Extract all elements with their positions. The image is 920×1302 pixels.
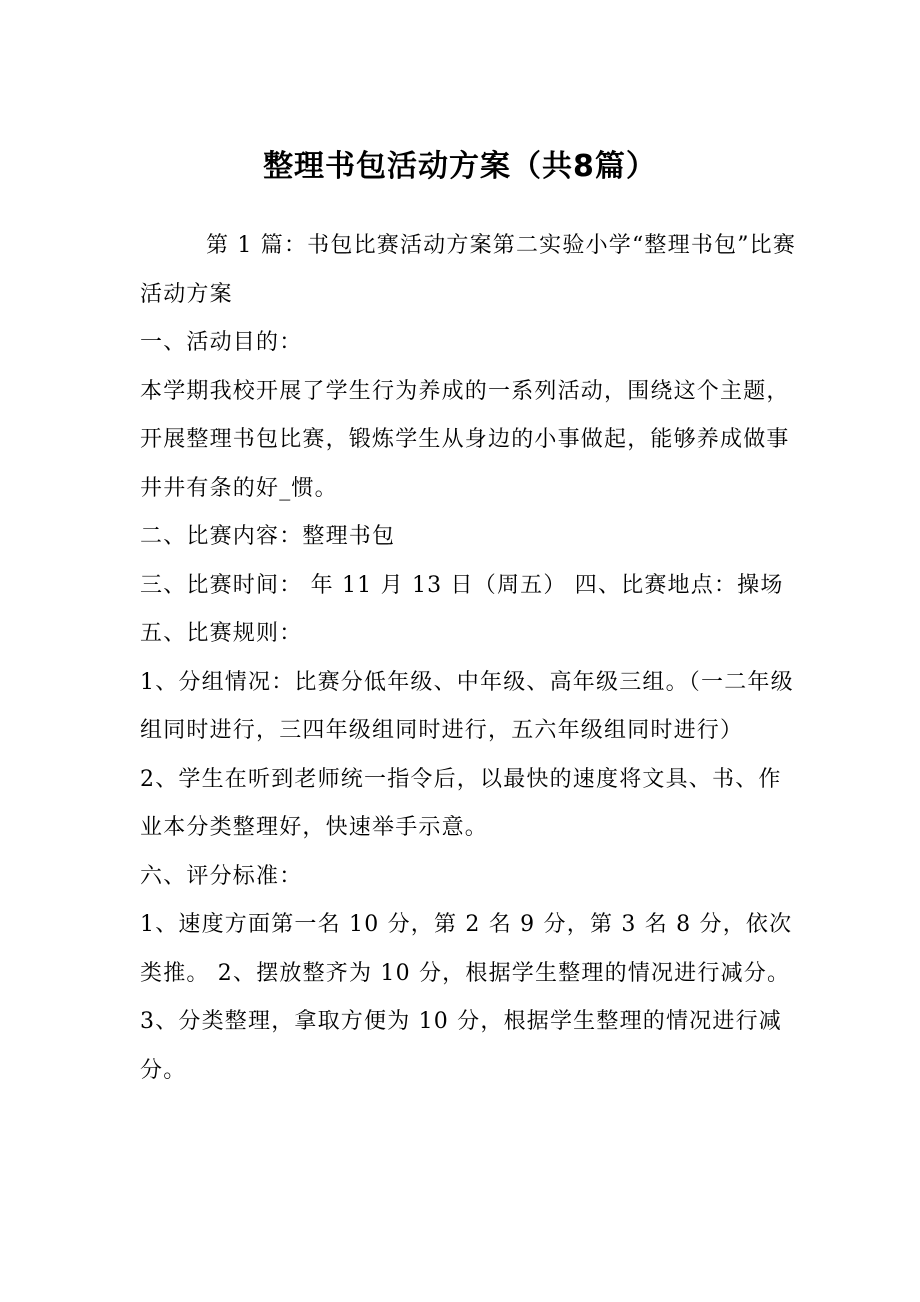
paragraph-rule-1: 1、分组情况：比赛分低年级、中年级、高年级三组。（一二年级组同时进行，三四年级组同时进行，五六年级组同时进行） bbox=[140, 669, 794, 743]
paragraph-rule-2: 2、学生在听到老师统一指令后，以最快的速度将文具、书、作业本分类整理好，快速举手示意。 bbox=[140, 766, 782, 840]
document-body bbox=[140, 222, 800, 1095]
document-title: 整理书包活动方案（共8篇） bbox=[263, 149, 657, 184]
paragraph-section-1-heading: 一、活动目的： bbox=[140, 330, 303, 355]
paragraph-section-6-heading: 六、评分标准： bbox=[140, 863, 303, 889]
paragraph-purpose: 本学期我校开展了学生行为养成的一系列活动，围绕这个主题，开展整理书包比赛，锻炼学生从身边的小事做起，能够养成做事井井有条的好_惯。 bbox=[140, 378, 790, 501]
paragraph-heading-part-1: 第 1 篇：书包比赛活动方案第二实验小学“整理书包”比赛活动方案 bbox=[140, 233, 797, 307]
paragraph-scoring-3: 3、分类整理，拿取方便为 10 分，根据学生整理的情况进行减分。 bbox=[140, 1009, 782, 1083]
paragraph-section-3-4-5: 三、比赛时间： 年 11 月 13 日（周五） 四、比赛地点：操场 五、比赛规则： bbox=[140, 572, 784, 646]
paragraph-scoring-1-2: 1、速度方面第一名 10 分，第 2 名 9 分，第 3 名 8 分，依次类推。 2、摆放整齐为 10 分，根据学生整理的情况进行减分。 bbox=[140, 912, 793, 986]
paragraph-section-2: 二、比赛内容：整理书包 bbox=[140, 524, 396, 549]
